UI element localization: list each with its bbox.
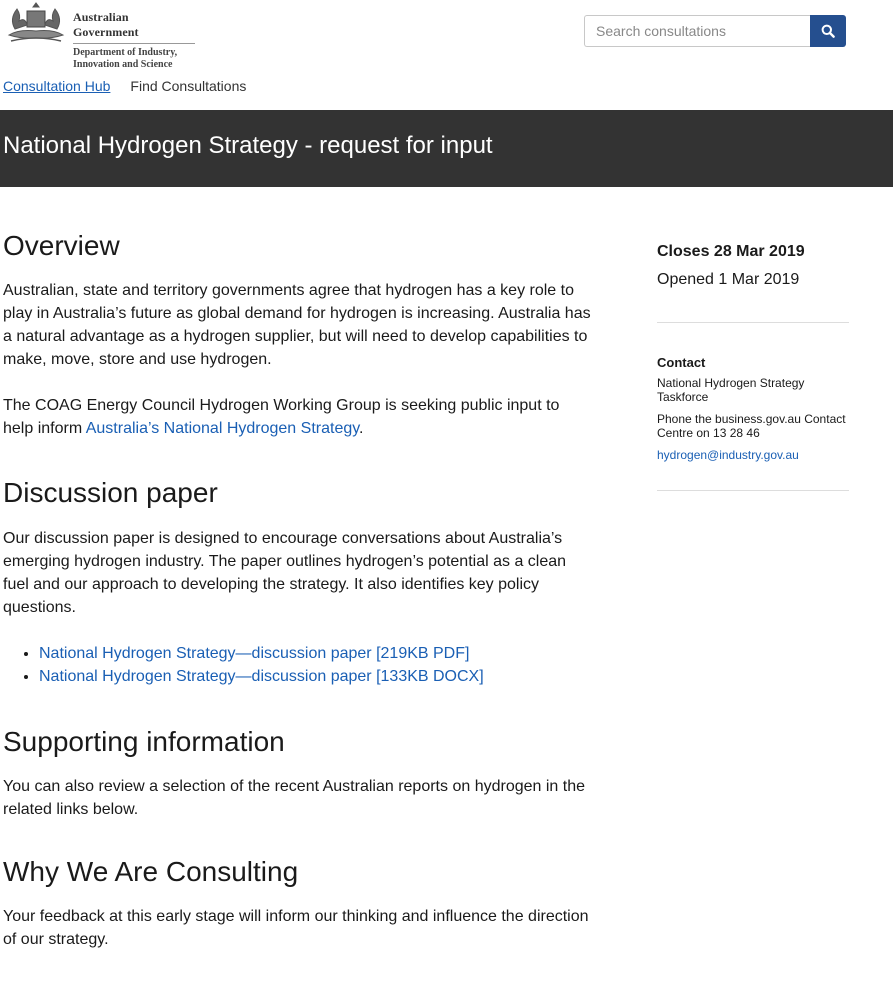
breadcrumb-consultation-hub[interactable]: Consultation Hub xyxy=(3,78,111,94)
discussion-paper-docx-link[interactable]: National Hydrogen Strategy—discussion paper [133KB DOCX] xyxy=(39,668,484,685)
contact-phone: Phone the business.gov.au Contact Centre on 13 28 46 xyxy=(657,412,846,440)
discussion-paper-links xyxy=(3,642,593,688)
coat-of-arms-icon xyxy=(3,1,69,45)
sidebar-divider xyxy=(657,322,849,323)
national-hydrogen-strategy-link[interactable]: Australia’s National Hydrogen Strategy xyxy=(85,420,360,437)
page-title: National Hydrogen Strategy - request for input xyxy=(3,132,493,159)
government-logo[interactable] xyxy=(3,1,198,70)
logo-government: Australian Government xyxy=(73,10,195,44)
discussion-paper-paragraph: Our discussion paper is designed to encourage conversations about Australia’s emerging hydrogen industry. The paper outlines hydrogen’s potential as a clean fuel and our approach to developing the strategy. It also identifies key policy questions. xyxy=(3,530,567,616)
search-input[interactable] xyxy=(584,15,810,47)
list-item xyxy=(39,665,593,688)
overview-paragraph-2-text: The COAG Energy Council Hydrogen Working Group is seeking public input to help inform xyxy=(3,397,560,437)
logo-text xyxy=(73,10,195,71)
overview-paragraph-2-end: . xyxy=(359,420,364,437)
page-title-banner xyxy=(0,110,893,187)
why-we-are-consulting-heading: Why We Are Consulting xyxy=(3,856,299,887)
site-header xyxy=(0,0,893,70)
discussion-paper-heading: Discussion paper xyxy=(3,477,218,508)
contact-name: National Hydrogen Strategy Taskforce xyxy=(657,376,805,404)
search-icon xyxy=(821,24,835,38)
overview-heading: Overview xyxy=(3,230,120,261)
logo-department-line1: Department of Industry, xyxy=(73,47,178,58)
search-bar xyxy=(584,15,846,47)
logo-department-line2: Innovation and Science xyxy=(73,59,173,70)
consultation-sidebar xyxy=(657,238,849,491)
sidebar-divider xyxy=(657,490,849,491)
list-item xyxy=(39,642,593,665)
supporting-information-paragraph: You can also review a selection of the recent Australian reports on hydrogen in the related links below. xyxy=(3,778,585,818)
opening-date: Opened 1 Mar 2019 xyxy=(657,271,800,288)
main-content xyxy=(3,226,593,951)
discussion-paper-pdf-link[interactable]: National Hydrogen Strategy—discussion paper [219KB PDF] xyxy=(39,645,470,662)
overview-paragraph-1: Australian, state and territory governments agree that hydrogen has a key role to play in Australia’s future as global demand for hydrogen is increasing. Australia has a natural advantage as a hydrogen supplier, but will need to develop capabilities to make, move, store and use hydrogen. xyxy=(3,282,591,368)
closing-date: Closes 28 Mar 2019 xyxy=(657,243,805,260)
why-we-are-consulting-paragraph: Your feedback at this early stage will inform our thinking and influence the direction of our strategy. xyxy=(3,908,589,948)
contact-email-link[interactable]: hydrogen@industry.gov.au xyxy=(657,448,799,462)
breadcrumb-current: Find Consultations xyxy=(130,78,247,94)
search-button[interactable] xyxy=(810,15,846,47)
overview-paragraph-2 xyxy=(3,394,593,440)
breadcrumb xyxy=(3,78,246,94)
supporting-information-heading: Supporting information xyxy=(3,726,285,757)
contact-heading: Contact xyxy=(657,355,706,370)
